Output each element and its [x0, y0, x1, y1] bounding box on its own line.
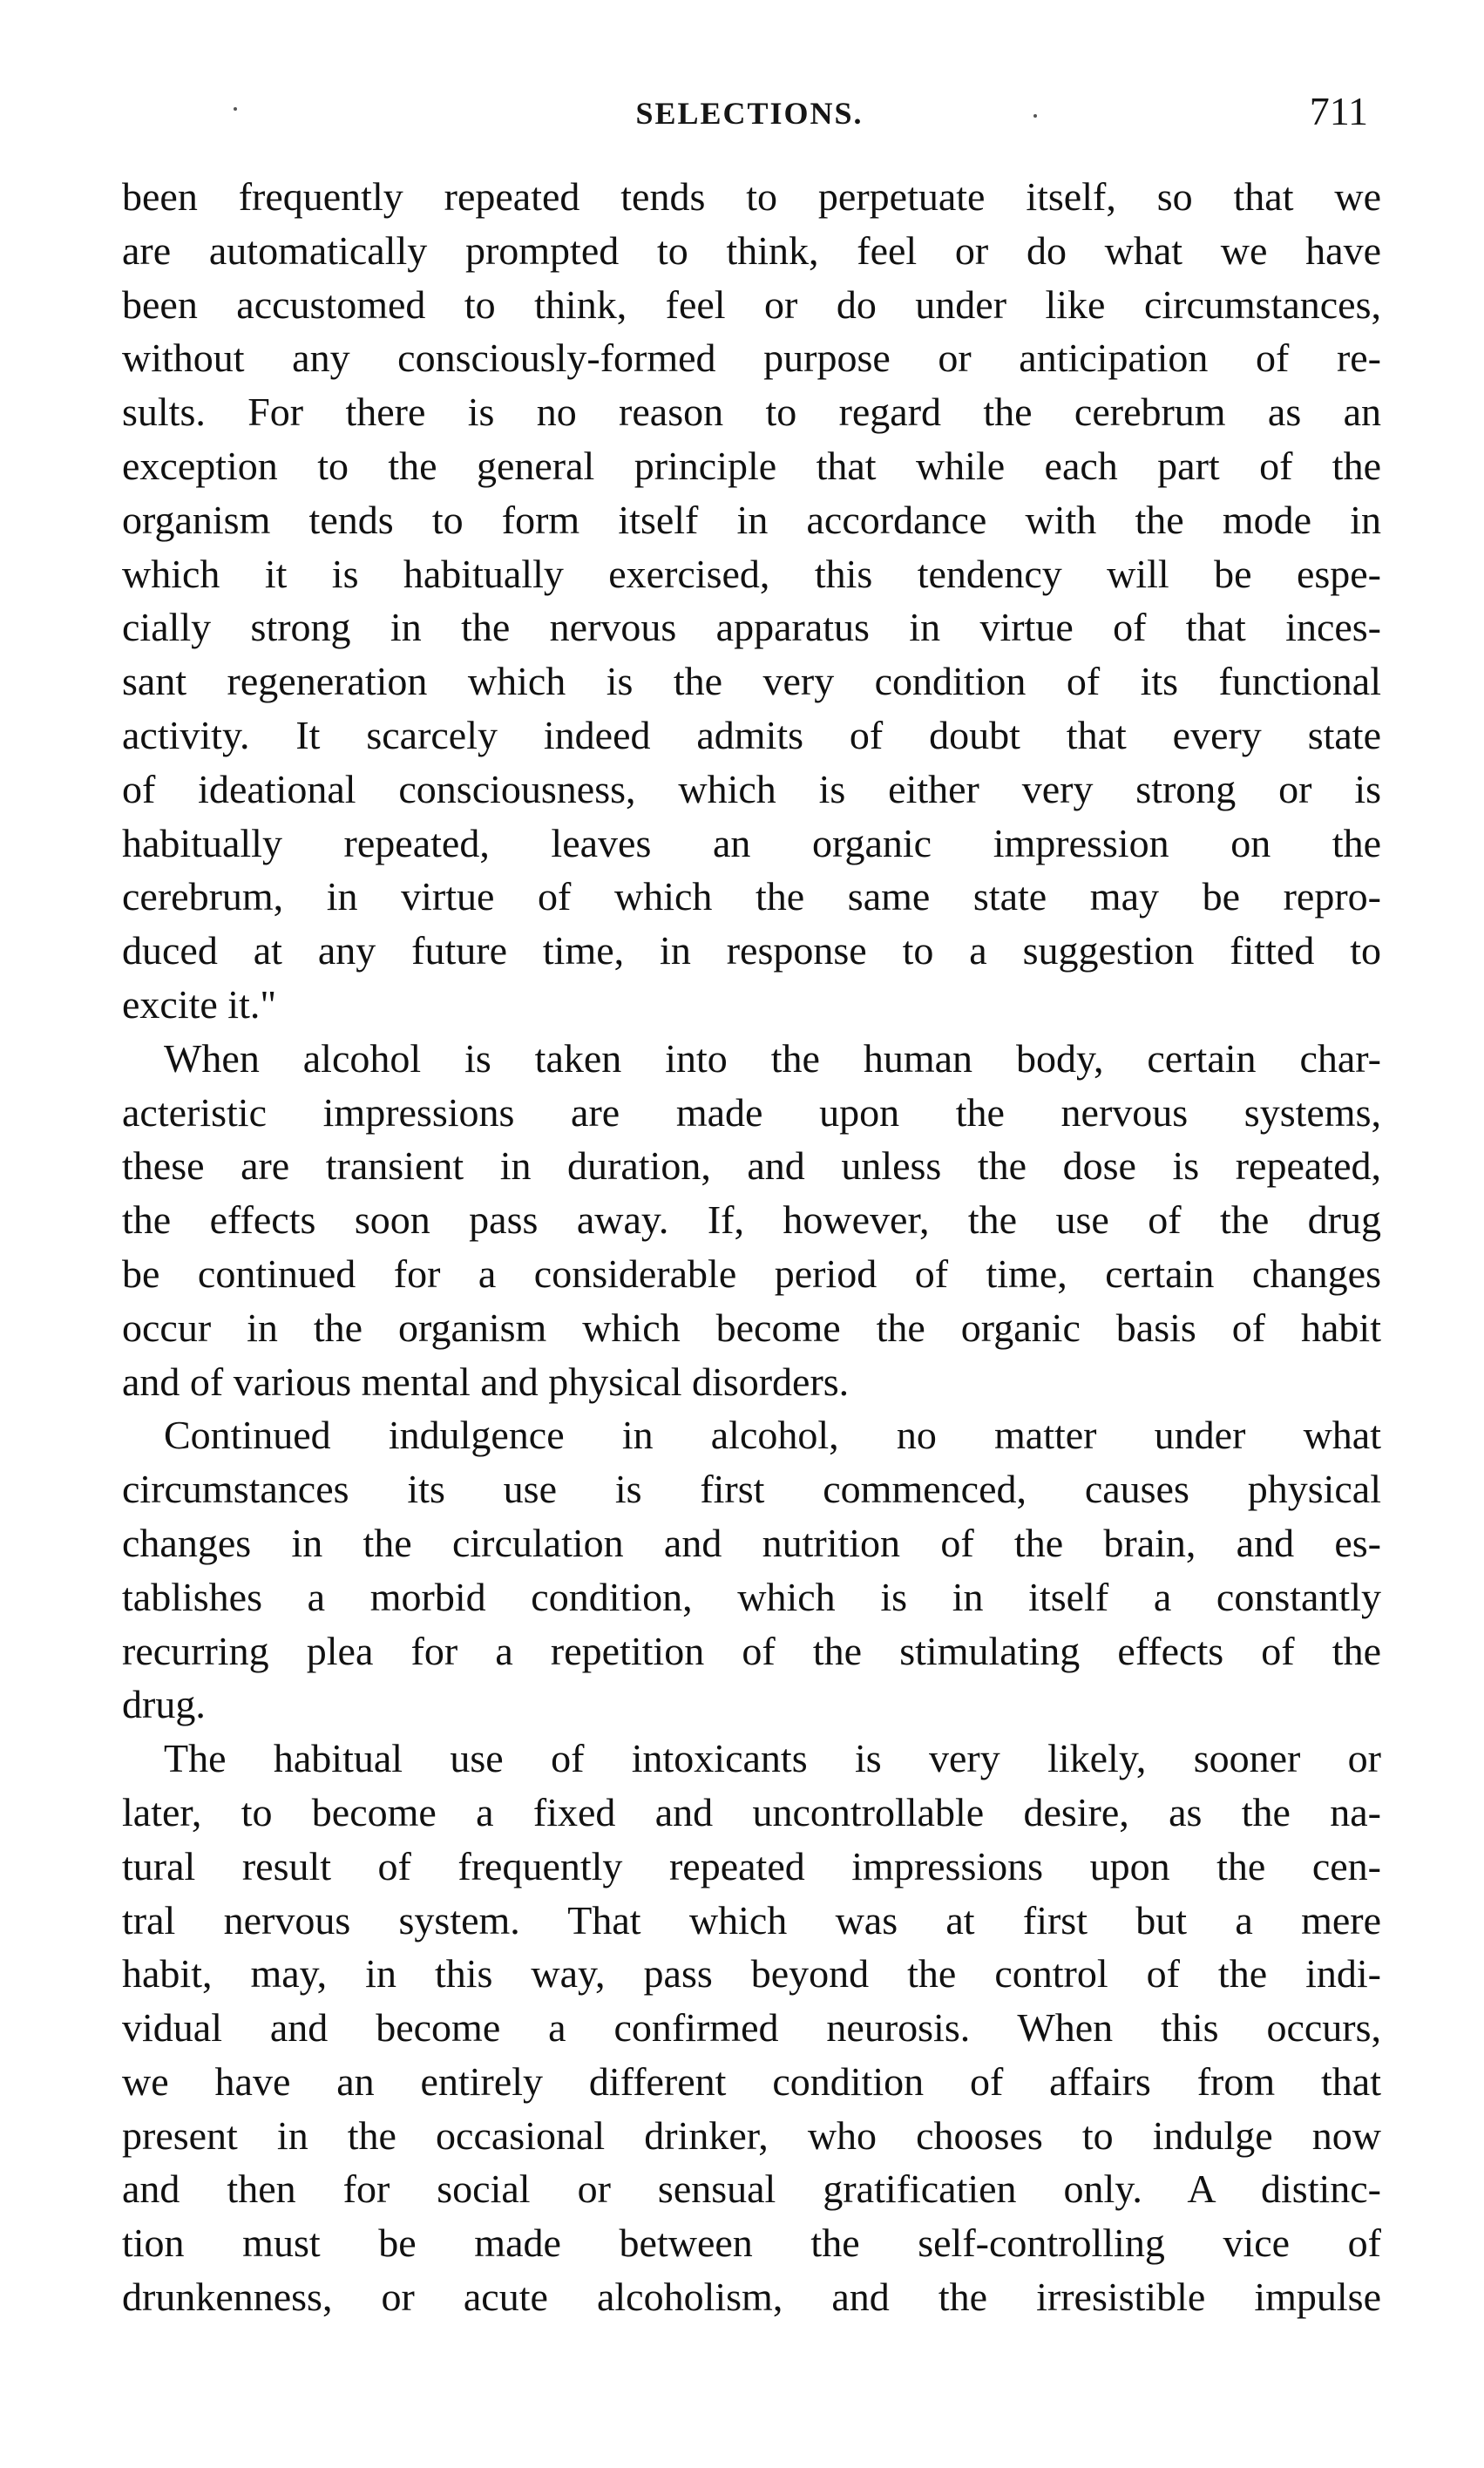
text-line: drug.: [122, 1682, 206, 1727]
text-line: tablishes a morbid condition, which is in itself a constantly: [122, 1574, 1381, 1619]
text-line: which it is habitually exercised, this tendency will be espe-: [122, 551, 1381, 596]
text-line: be continued for a considerable period of time, certain changes: [122, 1251, 1381, 1296]
text-line: exception to the general principle that while each part of the: [122, 443, 1381, 488]
text-line: sults. For there is no reason to regard the cerebrum as an: [122, 390, 1381, 435]
text-line: organism tends to form itself in accordance with the mode in: [122, 497, 1381, 542]
text-line: acteristic impressions are made upon the nervous systems,: [122, 1089, 1381, 1135]
text-line: we have an entirely different condition of affairs from that: [122, 2058, 1381, 2104]
running-head: SELECTIONS.: [635, 96, 864, 131]
text-line: the effects soon pass away. If, however, the use of the drug: [122, 1197, 1381, 1243]
text-line: activity. It scarcely indeed admits of doubt that every state: [122, 712, 1381, 757]
text-line: When alcohol is taken into the human body, certain char-: [164, 1035, 1381, 1081]
body-text: [122, 170, 1381, 2324]
text-line: and of various mental and physical disorders.: [122, 1359, 850, 1404]
text-line: duced at any future time, in response to a suggestion fitted to: [122, 928, 1381, 973]
paragraph-habitual-use: [122, 1732, 1381, 2324]
text-line: sant regeneration which is the very condition of its functional: [122, 659, 1381, 704]
text-line: recurring plea for a repetition of the stimulating effects of the: [122, 1628, 1381, 1673]
text-line: and then for social or sensual gratificatien only. A distinc-: [122, 2166, 1381, 2212]
text-line: vidual and become a confirmed neurosis. When this occurs,: [122, 2005, 1381, 2051]
text-line: later, to become a fixed and uncontrollable desire, as the na-: [122, 1789, 1381, 1834]
text-line: occur in the organism which become the organic basis of habit: [122, 1305, 1381, 1350]
text-line: excite it.": [122, 981, 277, 1027]
text-line: tral nervous system. That which was at first but a mere: [122, 1897, 1381, 1943]
text-line: The habitual use of intoxicants is very likely, sooner or: [164, 1736, 1381, 1781]
text-line: habit, may, in this way, pass beyond the control of the indi-: [122, 1951, 1381, 1997]
text-line: of ideational consciousness, which is either very strong or is: [122, 766, 1381, 811]
text-line: these are transient in duration, and unless the dose is repeated,: [122, 1143, 1381, 1189]
text-line: been accustomed to think, feel or do under like circumstances,: [122, 281, 1381, 327]
text-line: without any consciously-formed purpose or anticipation of re-: [122, 336, 1381, 381]
paragraph-continued-indulgence: [122, 1408, 1381, 1732]
page-number: 711: [1309, 89, 1368, 133]
text-line: cially strong in the nervous apparatus in virtue of that inces-: [122, 605, 1381, 650]
text-line: been frequently repeated tends to perpetuate itself, so that we: [122, 174, 1381, 219]
text-line: present in the occasional drinker, who chooses to indulge now: [122, 2112, 1381, 2158]
text-line: Continued indulgence in alcohol, no matter under what: [164, 1413, 1381, 1458]
text-line: tural result of frequently repeated impressions upon the cen-: [122, 1843, 1381, 1888]
text-line: are automatically prompted to think, feel or do what we have: [122, 227, 1381, 273]
paragraph-alcohol-effects: [122, 1032, 1381, 1409]
text-line: habitually repeated, leaves an organic impression on the: [122, 820, 1381, 865]
text-line: cerebrum, in virtue of which the same state may be repro-: [122, 874, 1381, 919]
paragraph-continuation: [122, 170, 1381, 1032]
text-line: drunkenness, or acute alcoholism, and the irresistible impulse: [122, 2275, 1381, 2320]
text-line: changes in the circulation and nutrition of the brain, and es-: [122, 1520, 1381, 1565]
page-header: [122, 83, 1377, 144]
text-line: tion must be made between the self-controlling vice of: [122, 2221, 1381, 2266]
text-line: circumstances its use is first commenced, causes physical: [122, 1467, 1381, 1512]
